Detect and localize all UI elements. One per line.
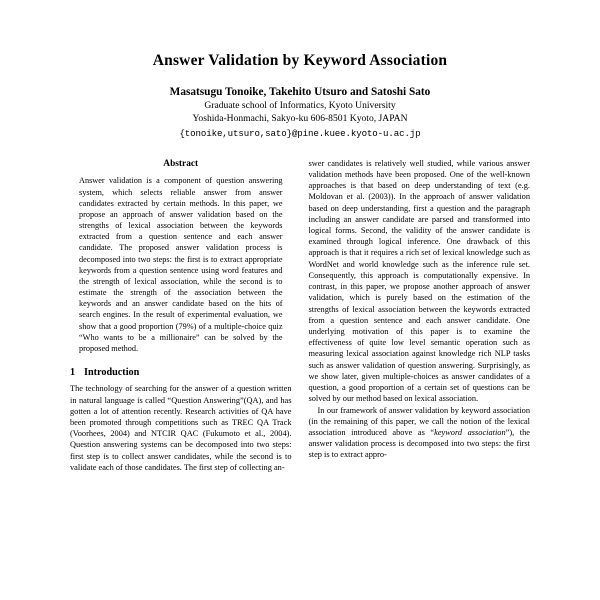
introduction-paragraph-2 xyxy=(309,405,531,461)
affiliation-line-2: Yoshida-Honmachi, Sakyo-ku 606-8501 Kyoto, JAPAN xyxy=(192,112,408,124)
introduction-paragraph-1: The technology of searching for the answer of a question written in natural language is called “Question Answering”(QA), and has gotten a lot of attention recently. Research activities of QA have been promoted through competitions such as TREC QA Track (Voorhees, 2004) and NTCIR QAC (Fukumoto et al., 2004). Question answering systems can be decomposed into two steps: first step is to collect answer candidates, while the second is to validate each of those candidates. The first step of collecting an- xyxy=(70,384,292,472)
abstract-heading: Abstract xyxy=(163,158,199,169)
page-title: Answer Validation by Keyword Association xyxy=(152,52,448,69)
introduction-paragraph-1-continued: swer candidates is relatively well studied, while various answer validation methods have been proposed. One of the well-known approaches is that based on deep understanding of text (e.g. Moldovan et al. (2003)). In the approach of answer validation based on deep understanding, first a question and the paragraph including an answer candidate are parsed and transformed into logical forms. Second, the validity of the answer candidate is examined through logical inference. One drawback of this approach is that it requires a rich set of lexical knowledge such as WordNet and world knowledge such as the inference rule set. Consequently, this approach is computationally expensive. In contrast, in this paper, we propose another approach of answer validation, which is purely based on the estimation of the strengths of lexical association between the keywords extracted from a question sentence and each answer candidate. One underlying motivation of this paper is to examine the effectiveness of quite low level semantic operation such as measuring lexical association against knowledge rich NLP tasks such as answer validation of question answering. Surprisingly, as we show later, given multiple-choices as answer candidates of a question, a good proportion of a certain set of questions can be solved by our method based on lexical association. xyxy=(308,158,530,404)
left-column xyxy=(70,158,292,473)
section-number: 1 xyxy=(70,367,76,379)
two-column-body xyxy=(70,158,530,473)
section-heading-introduction xyxy=(70,367,292,379)
paragraph-2-tail: ”), the answer validation process is decomposed into two steps: the first step is to extract appro- xyxy=(308,427,530,460)
section-title: Introduction xyxy=(84,367,140,379)
right-column xyxy=(309,158,531,473)
author-list: Masatsugu Tonoike, Takehito Utsuro and Satoshi Sato xyxy=(169,85,431,98)
paragraph-2-lead: In our framework of answer validation by keyword association (in the remaining of this paper, we call the notion of the lexical association introduced above as “ xyxy=(308,405,530,437)
abstract-text: Answer validation is a component of question answering system, which selects reliable answer from answer candidates extracted by certain methods. In this paper, we propose an approach of answer validation based on the strengths of lexical association between the keywords extracted from a question sentence and each answer candidate. The proposed answer validation process is decomposed into two steps: the first is to extract appropriate keywords from a question sentence using word features and the strength of lexical association, while the second is to estimate the strength of the association between the keywords and an answer candidate based on the hits of search engines. In the result of experimental evaluation, we show that a good proportion (79%) of a multiple-choice quiz “Who wants to be a millionaire” can be solved by the proposed method. xyxy=(79,176,283,353)
affiliation-line-1: Graduate school of Informatics, Kyoto University xyxy=(204,100,396,112)
author-email: {tonoike,utsuro,sato}@pine.kuee.kyoto-u.ac.jp xyxy=(179,127,421,139)
keyword-association-term: keyword association xyxy=(434,427,506,437)
